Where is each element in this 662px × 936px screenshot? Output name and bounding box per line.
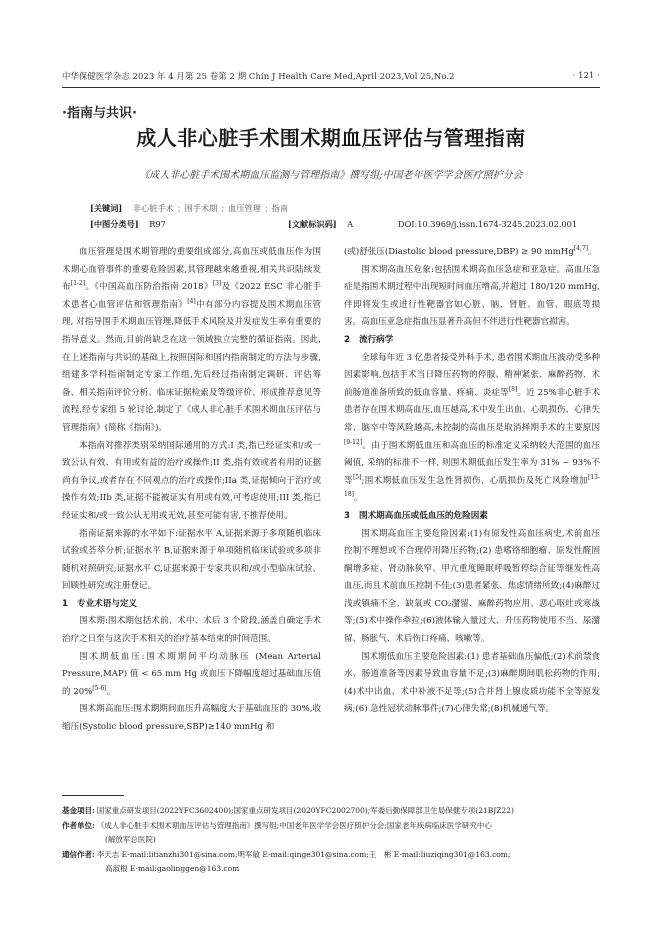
article-title: 成人非心脏手术围术期血压评估与管理指南 — [136, 126, 526, 150]
body-paragraph: 本指南对推荐类别采纳国际通用的方式:I 类,指已经证实和/或一致公认有效、有用或有益的治疗或操作;II 类,指有效或者有用的证据尚有争议,或者存在不同观点的治疗或操作;IIa 类,证据倾向于治疗或操作有效;IIb 类,证据不能被证实有用或有效,可考虑使用;III 类,指已经证实和/或一致公认无用或无效,甚至可能有害,不推荐使用。 — [62, 440, 321, 521]
body-paragraph: 全球每年近 3 亿患者接受外科手术, 患者围术期血压波动受多种因素影响,包括手术当日降压药物的停服、精神紧张、麻醉药物、术前肠道准备所致的低血容量、疼痛、炎症等[8]。近 25%非心脏手术患者存在围术期高血压,血压越高,术中发生出血、心肌损伤、心律失常、脑卒中等风险越高,未控制的高血压是取消择期手术的主要原因[9-12]。由于围术期低血压和高血压的标准定义采纳较大范围的血压阈值, 采纳的标准不一样, 则围术期低血压发生率为 31% ~ 93%不等[5];围术期低血压发生急性肾损伤、心肌损伤及死亡风险增加[13-18]。 — [344, 352, 600, 504]
document-code-label: [文献标识码] — [288, 219, 337, 229]
running-head — [62, 70, 600, 84]
keywords-label: [关键词] — [90, 203, 123, 213]
citation-ref[interactable]: [5-6] — [92, 684, 107, 692]
doi[interactable]: DOI:10.3969/j.issn.1674-3245.2023.02.001 — [398, 219, 578, 229]
keyword-separator: ; — [221, 203, 225, 213]
keyword: 非心脏手术 — [132, 203, 174, 213]
footnotes — [62, 804, 600, 877]
keywords-row — [90, 203, 288, 214]
section-heading — [344, 332, 600, 350]
funding-label: 基金项目: — [62, 806, 95, 815]
body-paragraph: 围术期高血压主要危险因素:(1)有原发性高血压病史,术前血压控制不理想或不合理停用降压药物;(2) 患嗜铬细胞瘤、原发性醛固酮增多症、肾动脉狭窄、甲亢重度睡眠呼吸暂停综合征等继发性高血压,而且术前血压控制不佳;(3)患者紧张、焦虑情绪所致;(4)麻醉过浅或镇痛不全、缺氧或 CO₂潴留、麻醉药物应用、恶心呕吐或寒战等;(5)术中操作牵拉;(6)液体输入量过大、升压药物使用不当、尿潴留、肠胀气、术后伤口疼痛、咳嗽等。 — [344, 528, 600, 645]
body-left-column — [62, 244, 321, 737]
body-paragraph: 围术期低血压:围术期期间平均动脉压 (Mean Arterial Pressure,MAP) 值 < 65 mm Hg 或血压下降幅度超过基础血压值的 20%[5-6]。 — [62, 651, 321, 697]
body-paragraph: 围术期高血压危象:包括围术期高血压急症和亚急症。高血压急症是指围术期过程中出现短时间血压增高,并超过 180/120 mmHg,伴即将发生或进行性靶器官如心脏、脑、肾脏、血管、眼底等损害。高血压亚急症指血压显著升高但不伴进行性靶器官损害。 — [344, 264, 600, 328]
contact-note-cont[interactable]: 高淑根 E-mail:gaolinggen@163.com — [105, 864, 240, 874]
citation-ref[interactable]: [5] — [352, 473, 362, 481]
body-paragraph: (或)舒张压(Diastolic blood pressure,DBP) ≥ 90 mmHg[4,7]。 — [344, 245, 597, 257]
contact-label: 通信作者: — [62, 849, 95, 859]
section-title: 流行病学 — [358, 334, 394, 345]
classification-label: [中图分类号] — [90, 219, 139, 229]
classification-row — [90, 219, 166, 230]
journal-citation: 中华保健医学杂志 2023 年 4 月第 25 卷第 2 期 Chin J Health Care Med,April 2023,Vol 25,No.2 — [62, 71, 455, 81]
keyword-list — [133, 203, 288, 213]
affiliation-note — [62, 819, 600, 834]
keyword-separator: ; — [264, 203, 268, 213]
body-paragraph: 指南证据来源的水平如下:证据水平 A,证据来源于多项随机临床试验或荟萃分析;证据水平 B,证据来源于单项随机临床试验或多项非随机对照研究;证据水平 C,证据来源于专家共识和/或小型临床试验、回顾性研究或注册登记。 — [62, 528, 321, 592]
keyword-separator: ; — [177, 203, 181, 213]
citation-ref[interactable]: [3] — [212, 280, 222, 288]
body-paragraph: 围术期高血压:围术期期间血压升高幅度大于基础血压的 30%,收缩压(Systolic blood pressure,SBP)≥140 mmHg 和 — [62, 704, 321, 733]
body-paragraph: 围术期:围术期包括术前、术中、术后 3 个阶段,涵盖自确定手术治疗之日至与这次手术相关的治疗基本结束的时间范围。 — [62, 616, 321, 645]
contact-note — [62, 848, 600, 863]
section-number: 1 — [62, 598, 68, 609]
section-heading — [62, 596, 321, 614]
citation-ref[interactable]: [8] — [508, 385, 518, 393]
citation-ref[interactable]: [4,7] — [573, 245, 589, 252]
keyword: 指南 — [271, 203, 289, 213]
document-code: A — [347, 219, 354, 229]
body-paragraph: 血压管理是围术期管理的重要组成部分,高血压或低血压作为围术期心血管事件的重要危险因素,其管理越来越重视,相关共识陆续发布[1-2]。《中国高血压防治指南 2018》[3]及《2022 ESC 非心脏手术患者心血管评估和管理指南》[4]中有部分内容提及围术期血压管理, 对指导围手术期血压管理,降低手术风险及并发症发生率有重要的指导意义。然而,目前尚缺乏在这一领域独立完整的循证指南。因此,在上述指南与共识的基础上,按照国际和国内指南制定的方法与步骤,组建多学科指南制定专家工作组,先后经过指南制定调研、评估筹备、相关指南评价分析、临床证据检索及等级评价、形成推荐意见等流程,经专家组 5 轮讨论,制定了《成人非心脏手术围术期血压评估与管理指南》(简称《指南》)。 — [62, 247, 321, 433]
section-heading — [344, 508, 600, 526]
classification-code: R97 — [149, 219, 166, 229]
citation-ref[interactable]: [13-18] — [344, 473, 600, 499]
body-right-column — [344, 244, 600, 719]
footnote-rule — [62, 795, 124, 796]
citation-ref[interactable]: [1-2] — [70, 280, 86, 288]
section-title: 围术期高血压或低血压的危险因素 — [358, 510, 488, 521]
author-line: 《成人非心脏手术围术期血压监测与管理指南》撰写组;中国老年医学学会医疗照护分会 — [139, 170, 523, 181]
funding-note — [62, 804, 600, 819]
citation-ref[interactable]: [4] — [187, 297, 196, 305]
affiliation-note-cont: (解放军总医院) — [105, 835, 156, 845]
section-number: 3 — [344, 510, 350, 521]
document-code-row — [288, 219, 353, 230]
affiliation-label: 作者单位: — [62, 820, 95, 830]
section-title: 专业术语与定义 — [76, 598, 138, 609]
citation-ref[interactable]: [9-12] — [344, 438, 363, 446]
column-tag: ·指南与共识· — [62, 106, 137, 121]
page-number: · 121 · — [572, 70, 600, 80]
funding-text: 国家重点研发项目(2022YFC3602400);国家重点研发项目(2020YFC2002700);军委后勤保障部卫生局保健专项(21BJZ22) — [96, 806, 514, 815]
header-rule — [62, 87, 600, 88]
section-number: 2 — [344, 334, 350, 345]
keyword: 血压管理 — [228, 203, 261, 213]
body-paragraph: 围术期低血压主要危险因素:(1) 患者基础血压偏低;(2)术前禁食水、肠道准备等因素导致血容量不足;(3)麻醉期间肌松药物的作用;(4)术中出血、术中补液不足等;(5)合并肾上腺皮质功能不全等原发病;(6) 急性冠状动脉事件;(7)心律失常;(8)机械通气等。 — [344, 651, 600, 715]
contact-text: 李天志 E-mail:litianzhi301@sina.com;明军敏 E-mail:qinge301@sina.com;王 彬 E-mail:liuziqing301@163.com; — [96, 849, 511, 859]
keyword: 围手术期 — [184, 203, 218, 213]
affiliation-text: 《成人非心脏手术围术期血压评估与管理指南》撰写组;中国老年医学学会医疗照护分会;国家老年疾病临床医学研究中心 — [96, 820, 492, 830]
